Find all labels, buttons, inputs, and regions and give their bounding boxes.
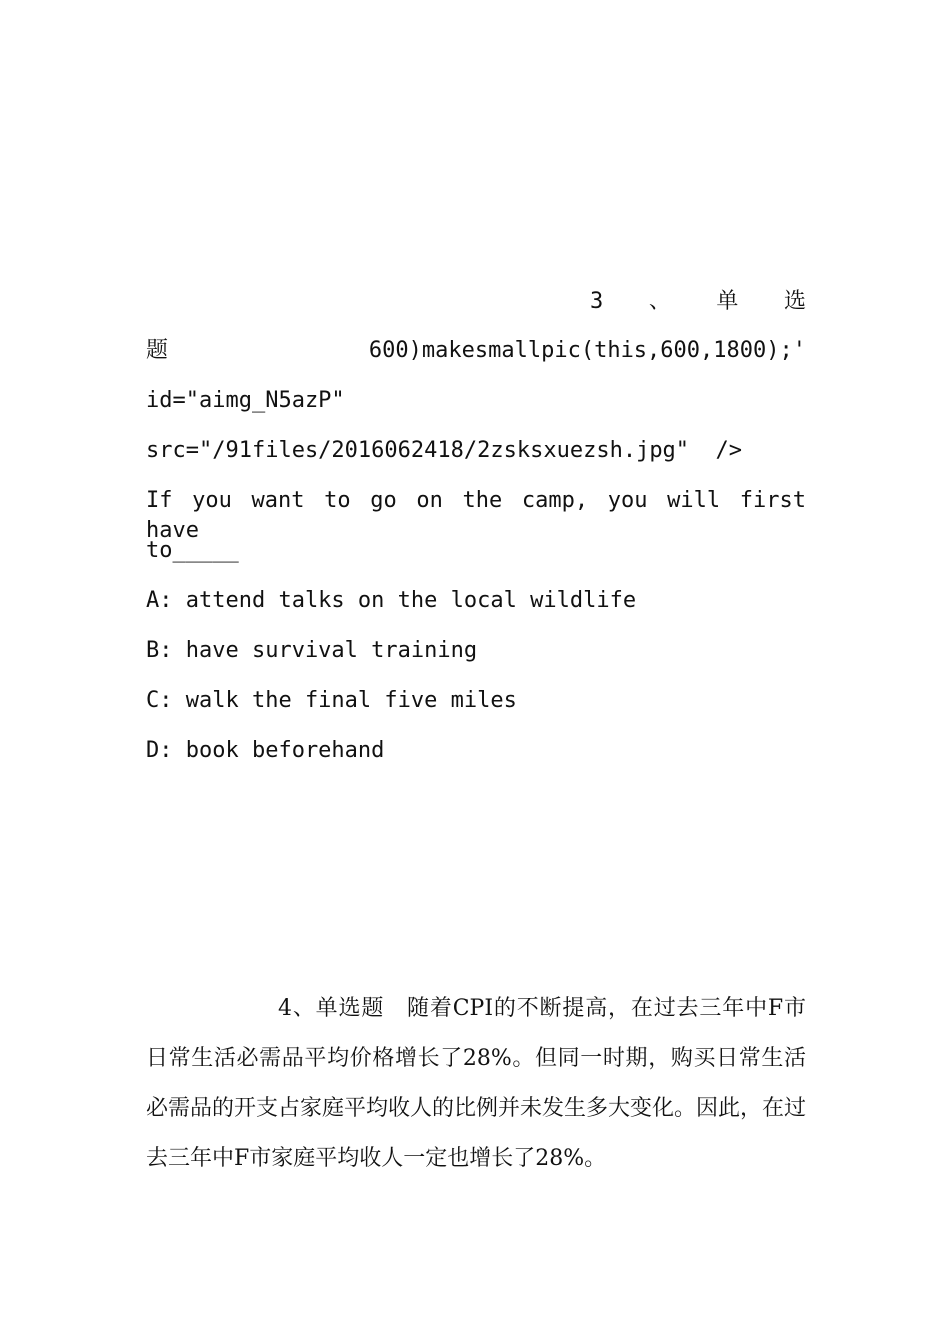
q3-type-char-1: 单 — [716, 289, 739, 314]
q3-header-line — [590, 287, 806, 317]
q4-text: 随着CPI的不断提高，在过去三年中F市日常生活必需品平均价格增长了28%。但同一时期，购买日常生活必需品的开支占家庭平均收人的比例并未发生多大变化。因此，在过去三年中F市家庭平均收人一定也增长了28%。 — [146, 996, 807, 1171]
q3-type-char-3: 题 — [146, 338, 169, 363]
q3-line-2 — [146, 336, 806, 366]
q4-paragraph — [146, 984, 806, 1184]
q3-stem-line-1: If you want to go on the camp, you will first have — [146, 488, 806, 543]
q4-header: 4、单选题 — [278, 996, 385, 1021]
q3-type-char-2: 选 — [783, 289, 806, 314]
q3-option-c: C: walk the final five miles — [146, 688, 517, 713]
q3-separator: 、 — [648, 289, 671, 314]
q3-number: 3 — [590, 289, 604, 314]
q3-option-d: D: book beforehand — [146, 738, 385, 763]
q3-html-fragment-2: id="aimg_N5azP" — [146, 388, 345, 413]
q3-stem-line-2: to_____ — [146, 538, 239, 563]
q3-option-b: B: have survival training — [146, 638, 478, 663]
q3-html-fragment-1: 600)makesmallpic(this,600,1800);' — [368, 338, 806, 363]
q3-option-a: A: attend talks on the local wildlife — [146, 588, 637, 613]
q3-html-fragment-3: src="/91files/2016062418/2zsksxuezsh.jpg" /> — [146, 438, 743, 463]
